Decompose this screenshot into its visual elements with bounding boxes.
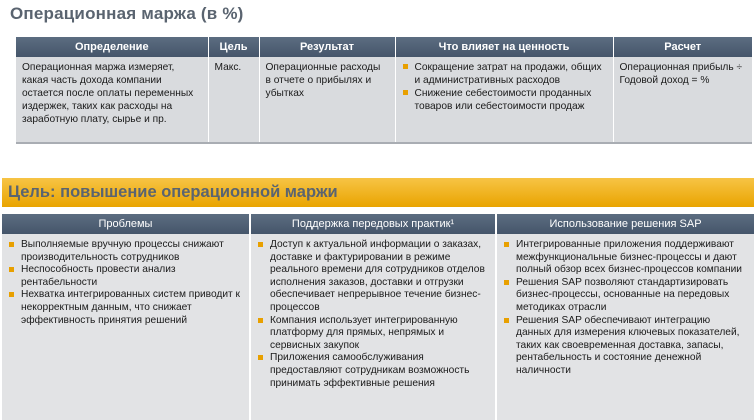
approach-table — [2, 214, 754, 420]
list-item: Доступ к актуальной информации о заказах, доставке и фактурировании в режиме реального времени для сотрудников отделов исполнения заказов, доставки и отгрузки обеспечивает непрерывное течение бизнес-процессов — [257, 239, 489, 315]
problems-cell — [2, 234, 250, 420]
list-item: Нехватка интегрированных систем приводит к некорректным данным, что снижает эффективность принятия решений — [8, 289, 243, 327]
header-problems: Проблемы — [2, 214, 250, 234]
square-bullet-icon — [258, 242, 263, 247]
square-bullet-icon — [403, 64, 408, 69]
list-item: Снижение себестоимости проданных товаров или себестоимости продаж — [402, 87, 607, 113]
list-item: Интегрированные приложения поддерживают межфункциональные бизнес-процессы и дают полный обзор всех бизнес-процессов компании — [503, 239, 748, 277]
sap-usage-cell — [496, 234, 754, 420]
list-item: Приложения самообслуживания предоставляют сотрудникам возможность принимать эффективные решения — [257, 352, 489, 390]
square-bullet-icon — [504, 242, 509, 247]
calculation-cell: Операционная прибыль ÷ Годовой доход = % — [613, 57, 752, 143]
square-bullet-icon — [403, 90, 408, 95]
square-bullet-icon — [504, 318, 509, 323]
definition-cell: Операционная маржа измеряет, какая часть дохода компании остается после оплаты переменных издержек, таких как расходы на заработную плату, сырье и пр. — [16, 57, 208, 143]
square-bullet-icon — [504, 280, 509, 285]
kpi-table — [16, 37, 752, 144]
square-bullet-icon — [9, 292, 14, 297]
header-definition: Определение — [16, 37, 208, 57]
header-best-practices: Поддержка передовых практик¹ — [250, 214, 496, 234]
page-title: Операционная маржа (в %) — [10, 4, 244, 23]
goal-banner: Цель: повышение операционной маржи — [2, 178, 754, 207]
goal-cell: Макс. — [208, 57, 259, 143]
square-bullet-icon — [258, 318, 263, 323]
list-item: Сокращение затрат на продажи, общих и административных расходов — [402, 61, 607, 87]
header-goal: Цель — [208, 37, 259, 57]
square-bullet-icon — [9, 267, 14, 272]
list-item: Решения SAP обеспечивают интеграцию данных для измерения ключевых показателей, таких как своевременная доставка, запасы, рентабельность и состояние денежной наличности — [503, 315, 748, 378]
list-item: Решения SAP позволяют стандартизировать бизнес-процессы, основанные на передовых методиках отрасли — [503, 277, 748, 315]
square-bullet-icon — [9, 242, 14, 247]
header-value-drivers: Что влияет на ценность — [395, 37, 613, 57]
list-item: Выполняемые вручную процессы снижают производительность сотрудников — [8, 239, 243, 264]
list-item: Компания использует интегрированную платформу для прямых, непрямых и сервисных закупок — [257, 315, 489, 353]
value-drivers-cell — [395, 57, 613, 143]
best-practices-cell — [250, 234, 496, 420]
header-calculation: Расчет — [613, 37, 752, 57]
square-bullet-icon — [258, 355, 263, 360]
list-item: Неспособность провести анализ рентабельности — [8, 264, 243, 289]
header-sap-usage: Использование решения SAP — [496, 214, 754, 234]
result-cell: Операционные расходы в отчете о прибылях и убытках — [259, 57, 395, 143]
header-result: Результат — [259, 37, 395, 57]
